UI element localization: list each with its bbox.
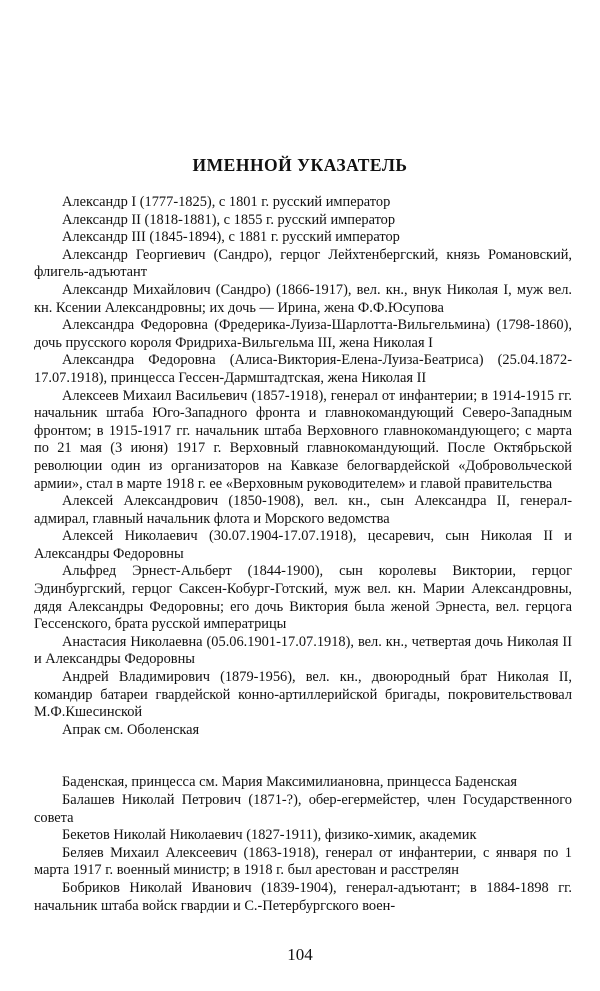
index-entry: Бобриков Николай Иванович (1839-1904), генерал-адъютант; в 1884-1898 гг. начальник штаба войск гвардии и С.-Петербургского воен- <box>34 879 572 914</box>
index-entry: Беляев Михаил Алексеевич (1863-1918), генерал от инфантерии, с января по 1 марта 1917 г. военный министр; в 1918 г. был арестован и расстрелян <box>34 844 572 879</box>
index-entry: Балашев Николай Петрович (1871-?), обер-егермейстер, член Государственного совета <box>34 792 572 826</box>
index-entry: Александр III (1845-1894), с 1881 г. русский император <box>62 229 400 246</box>
index-entries <box>34 194 572 915</box>
index-heading: ИМЕННОЙ УКАЗАТЕЛЬ <box>192 155 408 175</box>
index-entry: Баденская, принцесса см. Мария Максимилиановна, принцесса Баденская <box>62 774 517 791</box>
index-entry: Александра Федоровна (Алиса-Виктория-Елена-Луиза-Беатриса) (25.04.1872-17.07.1918), принцесса Гессен-Дармштадтская, жена Николая II <box>34 352 572 386</box>
index-entry: Альфред Эрнест-Альберт (1844-1900), сын королевы Виктории, герцог Эдинбургский, герцог Саксен-Кобург-Готский, муж вел. кн. Марии Александровны, дядя Александры Федоровны; его дочь Виктория была женой Эрнеста, вел. герцога Гессенского, брата русской императрицы <box>34 563 572 633</box>
index-entry: Александр II (1818-1881), с 1855 г. русский император <box>62 211 396 228</box>
index-entry: Алексей Николаевич (30.07.1904-17.07.1918), цесаревич, сын Николая II и Александры Федоровны <box>34 528 572 562</box>
index-entry: Бекетов Николай Николаевич (1827-1911), физико-химик, академик <box>62 827 477 844</box>
index-entry: Алексеев Михаил Васильевич (1857-1918), генерал от инфантерии; в 1914-1915 гг. начальник штаба Юго-Западного фронта и главнокомандующий Северо-Западным фронтом; в 1915-1917 гг. начальник штаба Верховного главнокомандующего; с марта по 21 мая (3 июня) 1917 г. Верховный главнокомандующий. После Октябрьской революции один из организаторов на Кавказе белогвардейской «Добровольческой армии», стал в марте 1918 г. ее «Верховным руководителем» и главой правительства <box>34 387 572 492</box>
index-entry: Александра Федоровна (Фредерика-Луиза-Шарлотта-Вильгельмина) (1798-1860), дочь прусского короля Фридриха-Вильгельма III, жена Николая I <box>34 317 572 351</box>
index-entry: Александр I (1777-1825), с 1801 г. русский император <box>62 194 391 210</box>
index-entry: Александр Георгиевич (Сандро), герцог Лейхтенбергский, князь Романовский, флигель-адъютант <box>34 246 572 281</box>
index-entry: Андрей Владимирович (1879-1956), вел. кн., двоюродный брат Николая II, командир батареи гвардейской конно-артиллерийской бригады, покровительствовал М.Ф.Кшесинской <box>34 669 572 721</box>
index-entry: Александр Михайлович (Сандро) (1866-1917), вел. кн., внук Николая I, муж вел. кн. Ксении Александровны; их дочь — Ирина, жена Ф.Ф.Юсупова <box>34 281 572 316</box>
page-number: 104 <box>287 945 313 964</box>
index-entry: Анастасия Николаевна (05.06.1901-17.07.1918), вел. кн., четвертая дочь Николая II и Александры Федоровны <box>34 633 572 668</box>
index-entry: Апрак см. Оболенская <box>62 721 200 738</box>
section-gap <box>34 739 572 774</box>
index-entry: Алексей Александрович (1850-1908), вел. кн., сын Александра II, генерал-адмирал, главный начальник флота и Морского ведомства <box>34 493 572 527</box>
